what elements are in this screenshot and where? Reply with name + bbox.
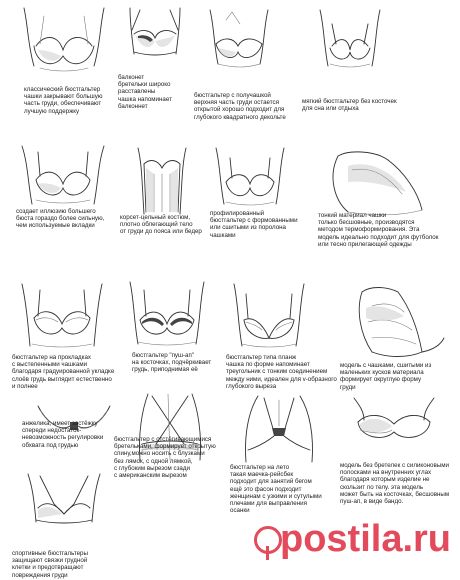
watermark-text: postila.ru	[280, 518, 452, 560]
racerback-bra-sketch	[234, 392, 324, 466]
bra-item-sports	[10, 470, 130, 580]
molded-bra-sketch	[210, 144, 290, 206]
bra-item-strapless	[336, 394, 460, 514]
bra-item-seamless	[310, 146, 452, 256]
bra-item-soft	[292, 6, 404, 116]
demi-bra-sketch	[204, 6, 274, 72]
bra-item-molded	[206, 144, 310, 244]
classic-bra-sketch	[14, 6, 114, 78]
soft-bra-sketch	[310, 6, 390, 70]
caption-padded: бюстгальтер на прокладках с выстеленными чашками благодаря градуированной укладке слоёв грудь выглядит естественно и полнее	[12, 354, 115, 390]
bra-item-pushup	[118, 278, 222, 388]
paneled-bra-sketch	[352, 282, 446, 364]
postila-watermark	[252, 518, 452, 570]
bra-item-padded	[8, 280, 126, 398]
bra-item-corset	[116, 144, 208, 256]
caption-pushup: бюстгальтер "пуш-ап" на косточках, подчёркивает грудь, приподнимая её	[132, 352, 212, 374]
caption-illusion: создает иллюзию большего бюста гораздо более сильную, чем используемые вкладки	[16, 208, 105, 230]
bra-item-classic	[14, 6, 114, 116]
postila-pin-icon	[280, 518, 451, 561]
caption-convertible: бюстгальтер с отстёгивающимися бретельками, формирует открытую спину,можно носить с блузками без лямок, с одной лямкой, с глубоким вырезом сзади с американским вырезом	[114, 436, 216, 480]
caption-seamless: тонкий материал чашки только бесшовные, производятся методом термоформирования. Эта модель идеально подходит для футболок или тесно прилегающей одежды	[318, 212, 439, 248]
bra-item-paneled	[338, 282, 460, 402]
caption-demi: бюстгальтер с получашкой верхняя часть груди остается открытой хорошо подходит для глубокого квадратного декольте	[194, 92, 286, 121]
balconette-bra-sketch	[120, 4, 190, 66]
illusion-bra-sketch	[18, 140, 108, 210]
sports-bra-sketch	[14, 470, 114, 526]
caption-corset: корсет-цельный костюм, плотно облегающий тело от груди до пояса или бедер	[120, 214, 202, 236]
caption-strapless: модель без бретелек с силиконовыми полосками на внутренних углах благодаря которым изделие не скользит по телу. эта модель может быть на косточках, бесшовным пуш-ап, в виде бандо.	[340, 462, 450, 506]
pushup-bra-sketch	[122, 278, 212, 350]
bra-item-illusion	[14, 140, 118, 240]
bra-item-balconette	[116, 4, 198, 126]
corset-sketch	[132, 144, 192, 216]
caption-soft: мягкий бюстгальтер без косточек для сна или отдыха	[302, 98, 397, 113]
bra-item-racerback	[228, 392, 338, 528]
bra-item-plunge	[218, 280, 340, 390]
caption-paneled: модель с чашками, сшитыми из маленьких кусков материала формирует округлую форму груди	[340, 362, 432, 391]
caption-sports: спортивные бюстгальтеры защищают связки грудной клетки и предотвращают повреждения груди	[12, 550, 88, 579]
caption-molded: профилированный бюстгальтер с формованными или сшитыми из поролона чашками	[210, 210, 298, 239]
bra-item-front-closure	[24, 402, 124, 468]
caption-balconette: балконет бретельки широко расставлены чашка напоминает балконнет	[118, 74, 172, 110]
strapless-bra-sketch	[344, 394, 444, 454]
caption-plunge: бюстгальтер типа планж чашка по форме напоминает треугольник с тонким соединением между ними, идеален для v-образного глубокого выреза	[226, 354, 337, 390]
bra-item-demi	[194, 6, 294, 128]
caption-classic: классический бюстгальтер чашки закрывают большую часть груди, обеспечивают лучшую поддержку	[24, 86, 103, 115]
caption-front-closure: анжелика, имеет застёжку спереди недостаток- невозможность регулировки обхвата под грудью	[22, 420, 104, 449]
padded-bra-sketch	[12, 280, 112, 350]
seamless-bra-sketch	[318, 146, 438, 220]
bra-item-convertible	[114, 390, 226, 520]
caption-racerback: бюстгальтер на лето такая маечка-рейсбек подходит для занятий бегом ещё это фасон подходит женщинам с узкими и сутулыми плечами для выправления осанки	[230, 464, 322, 515]
plunge-bra-sketch	[226, 280, 312, 352]
